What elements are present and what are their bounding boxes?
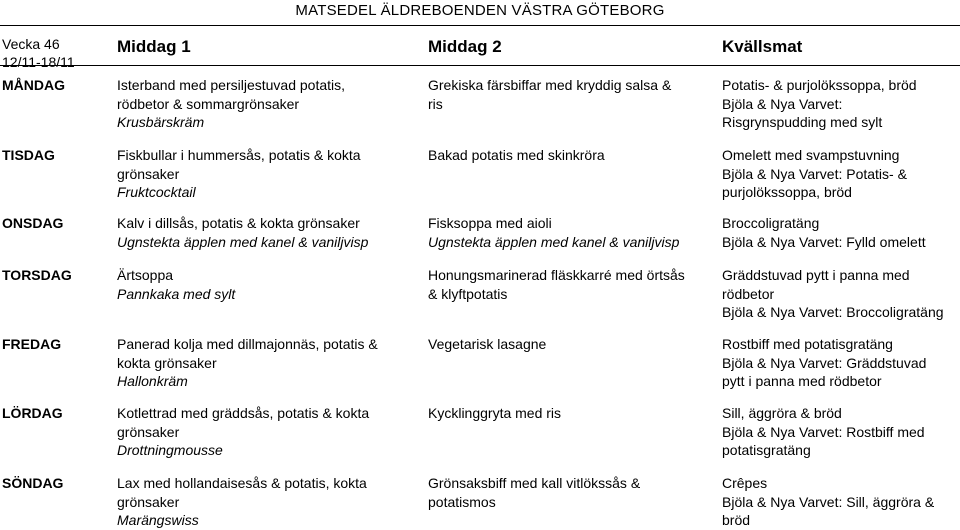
dish-line: Fisksoppa med aioli (428, 215, 552, 231)
dessert-line: Ugnstekta äpplen med kanel & vaniljvisp (428, 233, 680, 250)
dish-line: Lax med hollandaisesås & potatis, kokta (117, 475, 367, 491)
dessert-line: Hallonkräm (117, 373, 188, 389)
dish-line: Bjöla & Nya Varvet: Broccoligratäng (722, 304, 944, 320)
dish-line: rödbetor & sommargrönsaker (117, 95, 300, 112)
day-label: SÖNDAG (2, 475, 64, 491)
dish-line: Kotlettrad med gräddsås, potatis & kokta (117, 405, 370, 421)
dish-line: Gräddstuvad pytt i panna med (722, 267, 910, 283)
dish-line: Sill, äggröra & bröd (722, 405, 842, 421)
menu-cell-middag-2 (428, 266, 703, 303)
day-label: TORSDAG (2, 267, 72, 283)
dish-line: Ärtsoppa (117, 267, 174, 283)
dessert-line: Fruktcocktail (117, 184, 196, 200)
dish-line: Panerad kolja med dillmajonnäs, potatis & (117, 336, 378, 352)
dish-line: Bjöla & Nya Varvet: (722, 95, 843, 112)
menu-cell-kvallsmat (722, 335, 960, 391)
column-header-middag-2: Middag 2 (428, 37, 502, 56)
menu-cell-middag-2 (428, 474, 703, 511)
dish-line: pytt i panna med rödbetor (722, 373, 882, 389)
dish-line: Rostbiff med potatisgratäng (722, 336, 893, 352)
dish-line: Bjöla & Nya Varvet: Rostbiff med (722, 423, 925, 440)
menu-cell-middag-1 (117, 335, 407, 391)
menu-cell-middag-2 (428, 335, 703, 354)
dish-line: potatismos (428, 493, 496, 510)
menu-cell-kvallsmat (722, 474, 960, 530)
dish-line: Kalv i dillsås, potatis & kokta grönsaker (117, 215, 360, 231)
dish-line: rödbetor (722, 285, 775, 302)
dish-line: grönsaker (117, 493, 180, 510)
menu-cell-middag-1 (117, 76, 407, 132)
menu-cell-middag-1 (117, 474, 407, 530)
menu-cell-middag-2 (428, 404, 703, 423)
dish-line: potatisgratäng (722, 442, 811, 458)
day-label: MÅNDAG (2, 77, 65, 93)
dessert-line: Marängswiss (117, 512, 199, 528)
top-rule (0, 25, 960, 26)
menu-cell-middag-2 (428, 214, 703, 251)
dish-line: Bakad potatis med skinkröra (428, 147, 605, 163)
week-label: Vecka 46 (2, 36, 60, 52)
menu-cell-middag-2 (428, 76, 703, 113)
dessert-line: Krusbärskräm (117, 114, 205, 130)
dish-line: Grönsaksbiff med kall vitlökssås & (428, 475, 641, 491)
day-label: ONSDAG (2, 215, 64, 231)
dish-line: kokta grönsaker (117, 354, 217, 371)
dish-line: & klyftpotatis (428, 285, 508, 302)
dish-line: Honungsmarinerad fläskkarré med örtsås (428, 267, 685, 283)
dish-line: Potatis- & purjolökssoppa, bröd (722, 77, 917, 93)
menu-cell-middag-1 (117, 404, 407, 460)
dessert-line: Pannkaka med sylt (117, 285, 236, 302)
menu-cell-kvallsmat (722, 146, 960, 202)
menu-cell-middag-1 (117, 266, 407, 303)
dessert-line: Drottningmousse (117, 442, 223, 458)
menu-cell-middag-1 (117, 214, 407, 251)
column-header-middag-1: Middag 1 (117, 37, 191, 56)
dessert-line: Ugnstekta äpplen med kanel & vaniljvisp (117, 233, 369, 250)
dish-line: Isterband med persiljestuvad potatis, (117, 77, 346, 93)
dish-line: Broccoligratäng (722, 215, 820, 231)
week-range: 12/11-18/11 (2, 54, 75, 70)
dish-line: ris (428, 95, 443, 112)
header-separator (0, 65, 960, 66)
column-header-kvallsmat: Kvällsmat (722, 37, 803, 56)
page-title: MATSEDEL ÄLDREBOENDEN VÄSTRA GÖTEBORG (295, 2, 665, 19)
menu-cell-middag-1 (117, 146, 407, 202)
dish-line: Vegetarisk lasagne (428, 336, 547, 352)
menu-cell-kvallsmat (722, 214, 960, 251)
menu-cell-kvallsmat (722, 404, 960, 460)
dish-line: Omelett med svampstuvning (722, 147, 900, 163)
dish-line: Fiskbullar i hummersås, potatis & kokta (117, 147, 361, 163)
menu-cell-kvallsmat (722, 266, 960, 322)
dish-line: Kycklinggryta med ris (428, 405, 562, 421)
dish-line: grönsaker (117, 423, 180, 440)
menu-cell-kvallsmat (722, 76, 960, 132)
dish-line: purjolökssoppa, bröd (722, 184, 852, 200)
day-label: FREDAG (2, 336, 62, 352)
dish-line: Bjöla & Nya Varvet: Potatis- & (722, 165, 907, 182)
day-label: TISDAG (2, 147, 55, 163)
dish-line: Bjöla & Nya Varvet: Fylld omelett (722, 233, 926, 250)
day-label: LÖRDAG (2, 405, 63, 421)
dish-line: Risgrynspudding med sylt (722, 114, 883, 130)
dish-line: grönsaker (117, 165, 180, 182)
dish-line: Crêpes (722, 475, 768, 491)
dish-line: Bjöla & Nya Varvet: Gräddstuvad (722, 354, 927, 371)
dish-line: Bjöla & Nya Varvet: Sill, äggröra & (722, 493, 935, 510)
dish-line: bröd (722, 512, 751, 528)
dish-line: Grekiska färsbiffar med kryddig salsa & (428, 77, 672, 93)
menu-cell-middag-2 (428, 146, 703, 165)
